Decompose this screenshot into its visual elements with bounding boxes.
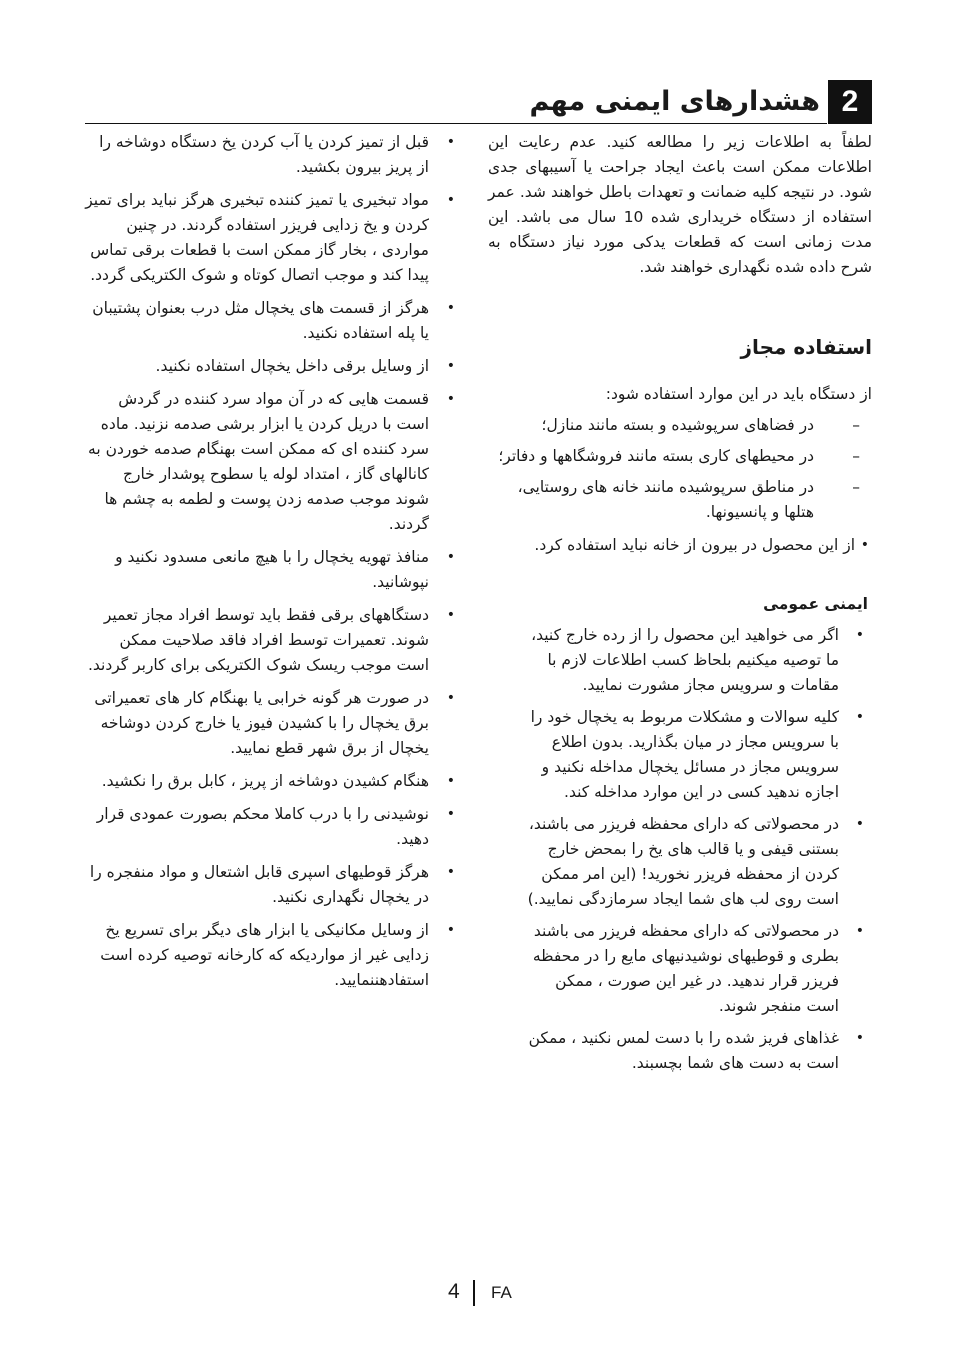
list-item: • از وسایل برقی داخل یخچال استفاده نکنید.: [85, 354, 463, 379]
list-item: • اگر می خواهید این محصول را از رده خارج کنید، ما توصیه میکنیم بلحاظ کسب اطلاعات لازم با مقامات و سرویس مجاز مشورت نمایید.: [488, 623, 872, 698]
bullet-mark: •: [446, 922, 455, 938]
bullet-mark: •: [446, 864, 455, 880]
list-item: • کلیه سوالات و مشکلات مربوط به یخچال خود را با سرویس مجاز در میان بگذارید. بدون اطلاع سرویس مجاز در مسائل یخچال مداخله نکنید و اجازه ندهید کسی در این موارد مداخله کند.: [488, 705, 872, 805]
bullet-mark: •: [855, 816, 864, 832]
bullet-mark: •: [446, 549, 455, 565]
intro-paragraph: لطفاً به اطلاعات زیر را مطالعه کنید. عدم رعایت این اطلاعات ممکن است باعث ایجاد جراحت یا آسیبهای جدی شود. در نتیجه کلیه ضمانت و تعهدات باطل خواهند شد. عمر استفاده از دستگاه خریداری شده 10 سال می باشد. این مدت زمانی است که قطعات یدکی مورد نیاز دستگاه به شرح داده شده نگهداری خواهند شد.: [488, 133, 872, 276]
list-item: • در محصولاتی که دارای محفظه فریزر می باشند بطری و قوطیهای نوشیدنیهای مایع را در محفظه فریزر قرار ندهید. در غیر این صورت ، ممکن است منفجر شوند.: [488, 919, 872, 1019]
bullet-mark: •: [855, 627, 864, 643]
list-item: • هرگز قوطیهای اسپری قابل اشتعال و مواد منفجره را در یخچال نگهداری نکنید.: [85, 860, 463, 910]
footer-divider: [473, 1280, 475, 1306]
usage-list: [488, 413, 872, 525]
chapter-title: هشدارهای ایمنی مهم: [529, 86, 820, 117]
bullet-mark: •: [855, 709, 864, 725]
list-item: • دستگاههای برقی فقط باید توسط افراد مجاز تعمیر شوند. تعمیرات توسط افراد فاقد صلاحیت ممکن است موجب ریسک شوک الکتریکی برای کاربر گردند.: [85, 603, 463, 678]
bullet-mark: •: [446, 806, 455, 822]
dash-mark: –: [852, 478, 860, 496]
left-column: [85, 130, 463, 993]
list-item: • هنگام کشیدن دوشاخه از پریز ، کابل برق را نکشید.: [85, 769, 463, 794]
bullet-mark: •: [855, 923, 864, 939]
bullet-mark: •: [855, 1030, 864, 1046]
list-item: • قسمت هایی که در آن مواد سرد کننده در گردش است با دریل کردن یا ابزار برشی صدمه نزنید. ماده سرد کننده ای که ممکن است بهنگام صدمه خوردن به کانالهای گاز ، امتداد لوله یا سطوح پوشدار خارج شوند موجب صدمه زدن پوست و لطمه به چشم ها گردند.: [85, 387, 463, 537]
dash-mark: –: [852, 447, 860, 465]
dash-mark: –: [852, 416, 860, 434]
list-item: – در فضاهای سرپوشیده و بسته مانند منازل؛: [488, 413, 872, 438]
list-item: – در مناطق سرپوشیده مانند خانه های روستایی، هتلها و پانسیونها.: [488, 475, 872, 525]
bullet-mark: •: [446, 690, 455, 706]
bullet-mark: •: [446, 773, 455, 789]
bullet-mark: •: [860, 537, 869, 553]
bullet-mark: •: [446, 192, 455, 208]
list-item: • از وسایل مکانیکی یا ابزار های دیگر برای تسریع یخ زدایی غیر از مواردیکه که کارخانه توصیه کرده است استفادهننمایید.: [85, 918, 463, 993]
general-safety-list: [488, 623, 872, 1076]
list-item: • هرگز از قسمت های یخچال مثل درب بعنوان پشتیبان یا پله استفاده نکنید.: [85, 296, 463, 346]
safety-list-continued: [85, 130, 463, 993]
header-rule: [85, 123, 827, 124]
general-safety-title: ایمنی عمومی: [763, 595, 868, 613]
bullet-mark: •: [446, 607, 455, 623]
right-column: [488, 130, 872, 1076]
bullet-mark: •: [446, 300, 455, 316]
page-number: 4: [448, 1280, 460, 1303]
language-code: FA: [491, 1283, 512, 1302]
usage-section-title: استفاده مجاز: [740, 335, 872, 359]
list-item: – در محیطهای کاری بسته مانند فروشگاهها و دفاتر؛: [488, 444, 872, 469]
page-footer: [0, 1278, 954, 1306]
outdoor-note: • از این محصول در بیرون از خانه نباید استفاده کرد.: [488, 533, 872, 558]
usage-intro: از دستگاه باید در این موارد استفاده شود:: [605, 385, 872, 403]
list-item: • نوشیدنی را با درب کاملا محکم بصورت عمودی قرار دهید.: [85, 802, 463, 852]
list-item: • در محصولاتی که دارای محفظه فریزر می باشند، بستنی قیفی و یا قالب های یخ را بمحض خارج کردن از محفظه فریزر نخورید! (این امر ممکن است روی لب های شما ایجاد سرمازدگی نمایید.): [488, 812, 872, 912]
list-item: • غذاهای فریز شده را با دست لمس نکنید ، ممکن است به دست های شما بچسبند.: [488, 1026, 872, 1076]
list-item: • در صورت هر گونه خرابی یا بهنگام کار های تعمیراتی برق یخچال را با کشیدن فیوز یا خارج کردن دوشاخه یخچال از برق شهر قطع نمایید.: [85, 686, 463, 761]
chapter-header: [85, 80, 872, 124]
list-item: • قبل از تمیز کردن یا آب کردن یخ دستگاه دوشاخه را از پریز بیرون بکشید.: [85, 130, 463, 180]
list-item: • مواد تبخیری یا تمیز کننده تبخیری هرگز نباید برای تمیز کردن و یخ زدایی فریزر استفاده گردند. در چنین مواردی ، بخار گاز ممکن است با قطعات برقی تماس پیدا کند و موجب اتصال کوتاه و شوک الکتریکی گردد.: [85, 188, 463, 288]
bullet-mark: •: [446, 391, 455, 407]
list-item: • منافذ تهویه یخچال را با هیچ مانعی مسدود نکنید و نپوشانید.: [85, 545, 463, 595]
bullet-mark: •: [446, 134, 455, 150]
bullet-mark: •: [446, 358, 455, 374]
chapter-number-badge: 2: [828, 80, 872, 124]
